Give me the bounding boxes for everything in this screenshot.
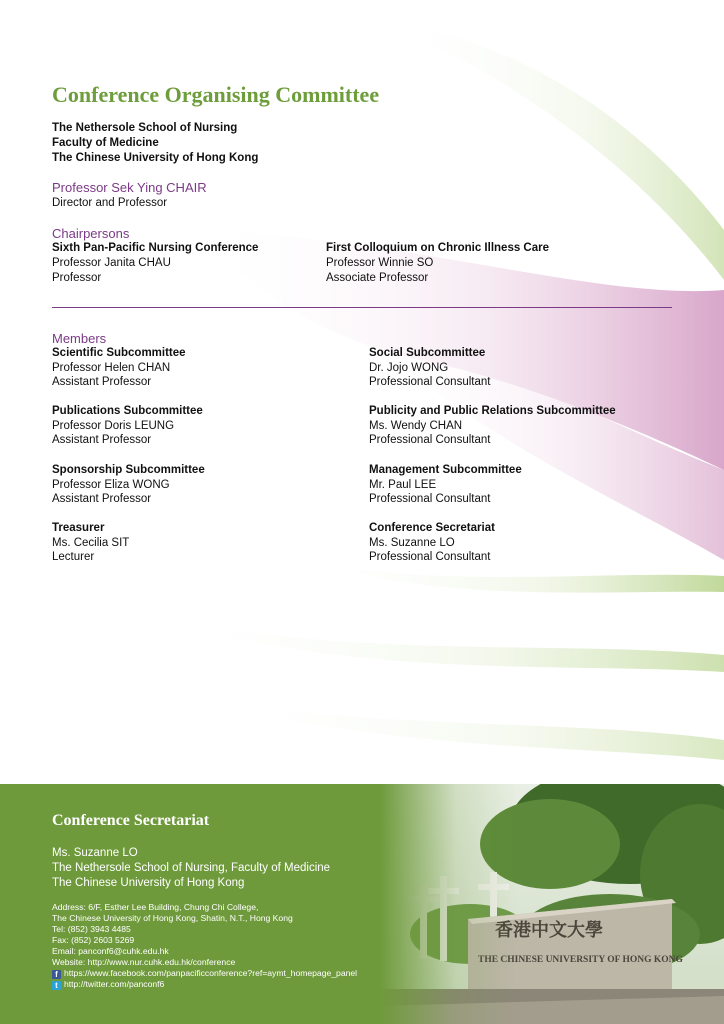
chairperson-event: Sixth Pan-Pacific Nursing Conference: [52, 242, 259, 254]
chairperson-role: Professor: [52, 272, 102, 284]
member-role: Lecturer: [52, 551, 95, 563]
member-name: Ms. Wendy CHAN: [369, 419, 463, 432]
member-group: Treasurer: [52, 522, 105, 534]
member-name: Ms. Cecilia SIT: [52, 536, 130, 549]
institution-line: The Nethersole School of Nursing: [52, 122, 238, 134]
member-entry: [52, 346, 186, 390]
website-link[interactable]: Website: http://www.nur.cuhk.edu.hk/conference: [52, 957, 236, 967]
member-role: Assistant Professor: [52, 376, 152, 388]
chair-block: [52, 180, 207, 211]
chairperson-event: First Colloquium on Chronic Illness Care: [326, 242, 549, 254]
chairperson-name: Professor Janita CHAU: [52, 257, 171, 269]
chairperson-right: [326, 241, 549, 286]
page-title: Conference Organising Committee: [52, 82, 380, 107]
twitter-icon: t: [52, 981, 61, 990]
fax-line: Fax: (852) 2603 5269: [52, 935, 135, 945]
facebook-icon: f: [52, 970, 61, 979]
members-heading: Members: [52, 331, 107, 346]
member-group: Publicity and Public Relations Subcommittee: [369, 405, 616, 417]
section-divider: [52, 307, 672, 308]
chairperson-left: [52, 241, 258, 286]
member-group: Social Subcommittee: [369, 347, 486, 359]
member-group: Scientific Subcommittee: [52, 347, 186, 359]
institution-block: [52, 121, 258, 166]
member-group: Publications Subcommittee: [52, 405, 203, 417]
address-line: The Chinese University of Hong Kong, Shatin, N.T., Hong Kong: [52, 913, 293, 923]
twitter-link[interactable]: http://twitter.com/panconf6: [64, 979, 165, 989]
member-entry: [369, 463, 522, 507]
member-group: Management Subcommittee: [369, 464, 522, 476]
member-entry: [52, 404, 203, 448]
chair-role: Director and Professor: [52, 197, 168, 209]
facebook-link[interactable]: https://www.facebook.com/panpacificconference?ref=aymt_homepage_panel: [64, 968, 358, 978]
member-role: Professional Consultant: [369, 551, 491, 563]
members-block: [52, 331, 692, 563]
campus-photo: [380, 784, 724, 1024]
contact-line: The Nethersole School of Nursing, Faculty of Medicine: [52, 862, 331, 874]
member-name: Professor Eliza WONG: [52, 478, 170, 491]
member-group: Conference Secretariat: [369, 522, 495, 534]
tel-line: Tel: (852) 3943 4485: [52, 924, 131, 934]
institution-line: Faculty of Medicine: [52, 137, 159, 149]
footer-title: Conference Secretariat: [52, 812, 210, 829]
contact-line: The Chinese University of Hong Kong: [52, 877, 245, 889]
footer-secretariat: [0, 784, 724, 1024]
member-entry: [369, 521, 495, 565]
member-entry: [369, 346, 490, 390]
member-entry: [369, 404, 616, 448]
member-name: Dr. Jojo WONG: [369, 361, 449, 374]
institution-line: The Chinese University of Hong Kong: [52, 152, 259, 164]
member-name: Professor Helen CHAN: [52, 361, 171, 374]
chairperson-name: Professor Winnie SO: [326, 257, 434, 269]
member-role: Assistant Professor: [52, 434, 152, 446]
twitter-row[interactable]: [52, 979, 357, 990]
member-group: Sponsorship Subcommittee: [52, 464, 205, 476]
member-role: Professional Consultant: [369, 493, 491, 505]
secretariat-details: [52, 902, 357, 990]
address-line: Address: 6/F, Esther Lee Building, Chung Chi College,: [52, 902, 259, 912]
member-entry: [52, 521, 129, 565]
facebook-row[interactable]: [52, 968, 357, 979]
chair-name: Professor Sek Ying CHAIR: [52, 180, 207, 195]
member-role: Professional Consultant: [369, 376, 491, 388]
member-name: Ms. Suzanne LO: [369, 536, 455, 549]
chairpersons-heading: Chairpersons: [52, 226, 130, 241]
member-role: Professional Consultant: [369, 434, 491, 446]
email-link[interactable]: Email: panconf6@cuhk.edu.hk: [52, 946, 169, 956]
secretariat-contact: [52, 846, 330, 891]
member-entry: [52, 463, 205, 507]
member-name: Professor Doris LEUNG: [52, 419, 175, 432]
contact-line: Ms. Suzanne LO: [52, 847, 138, 859]
chairpersons-block: [52, 226, 652, 284]
member-role: Assistant Professor: [52, 493, 152, 505]
member-name: Mr. Paul LEE: [369, 478, 437, 491]
chairperson-role: Associate Professor: [326, 272, 429, 284]
